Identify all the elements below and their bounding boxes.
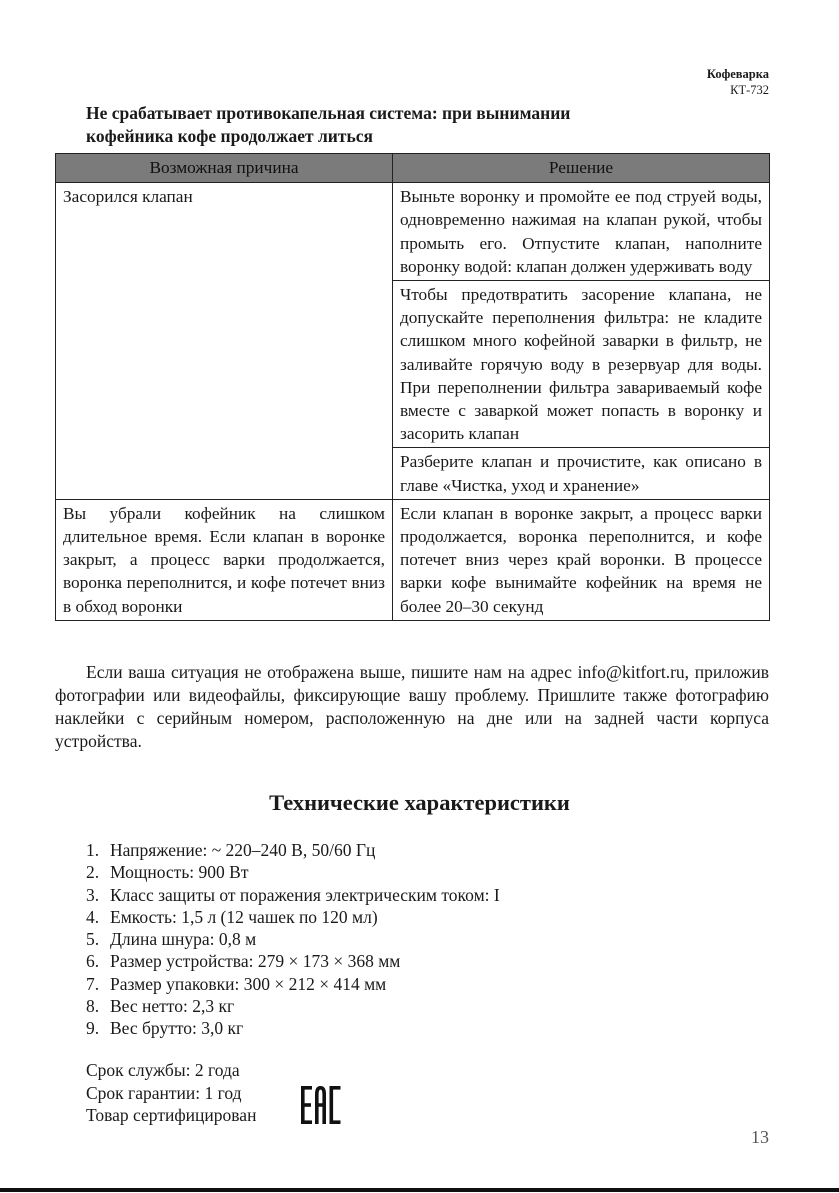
item-text: Емкость: 1,5 л (12 чашек по 120 мл): [110, 906, 378, 927]
item-number: 5.: [86, 929, 100, 950]
item-number: 2.: [86, 862, 100, 883]
list-item: [86, 950, 500, 972]
specifications-heading: Технические характеристики: [269, 790, 570, 815]
solution-cell: Выньте воронку и промойте ее под струей воды, одновременно нажимая на клапан рукой, чтобы промыть его. Отпустите клапан, наполните воронку водой: клапан должен удерживать воду: [393, 183, 770, 281]
item-number: 4.: [86, 906, 100, 927]
item-text: Размер устройства: 279 × 173 × 368 мм: [110, 951, 401, 972]
list-item: [86, 1017, 500, 1039]
table-row: [56, 183, 770, 281]
product-name: Кофеварка: [706, 67, 769, 81]
item-number: 8.: [86, 996, 100, 1017]
item-number: 1.: [86, 840, 100, 860]
item-text: Вес нетто: 2,3 кг: [110, 996, 235, 1017]
item-number: 9.: [86, 1018, 100, 1039]
table-header-row: [56, 154, 770, 183]
issue-title-line: Не срабатывает противокапельная система: при вынимании: [86, 103, 571, 123]
warranty-period: Срок гарантии: 1 год: [86, 1082, 242, 1103]
cause-cell: Вы убрали кофейник на слишком длительное время. Если клапан в воронке закрыт, а процесс варки продолжается, воронка переполнится, и кофе потечет вниз в обход воронки: [56, 499, 393, 620]
running-head: [707, 66, 769, 98]
issue-title: [86, 102, 706, 148]
list-item: [86, 928, 500, 950]
list-item: [86, 861, 500, 883]
item-text: Класс защиты от поражения электрическим током: I: [110, 884, 500, 905]
item-number: 3.: [86, 884, 100, 905]
table-row: [56, 499, 770, 620]
list-item: [86, 839, 500, 861]
issue-title-line: кофейника кофе продолжает литься: [86, 126, 373, 146]
column-header-cause: Возможная причина: [56, 154, 393, 183]
item-text: Длина шнура: 0,8 м: [110, 929, 257, 950]
list-item: [86, 884, 500, 906]
eac-certification-icon: [301, 1086, 343, 1124]
certification-note: Товар сертифицирован: [86, 1105, 257, 1125]
solution-cell: Разберите клапан и прочистите, как описано в главе «Чистка, уход и хранение»: [393, 448, 770, 499]
list-item: [86, 906, 500, 928]
item-number: 7.: [86, 973, 100, 994]
bottom-rule: [0, 1188, 839, 1192]
item-text: Размер упаковки: 300 × 212 × 414 мм: [110, 973, 387, 994]
solution-cell: Чтобы предотвратить засорение клапана, не допускайте переполнения фильтра: не кладите слишком много кофейной заварки в фильтр, не заливайте горячую воду в резервуар для воды. При переполнении фильтра завариваемый кофе вместе с заваркой может попасть в воронку и засорить клапан: [393, 281, 770, 448]
item-text: Напряжение: ~ 220–240 В, 50/60 Гц: [110, 840, 376, 860]
item-text: Вес брутто: 3,0 кг: [110, 1018, 244, 1039]
service-life: Срок службы: 2 года: [86, 1060, 240, 1080]
list-item: [86, 973, 500, 995]
item-number: 6.: [86, 951, 100, 972]
model-number: КТ-732: [730, 83, 769, 97]
specifications-list: [86, 839, 500, 1040]
contact-note: Если ваша ситуация не отображена выше, пишите нам на адрес info@kitfort.ru, приложив фотографии или видеофайлы, фиксирующие вашу проблему. Пришлите также фотографию наклейки с серийным номером, расположенную на дне или на задней части корпуса устройства.: [55, 662, 769, 751]
item-text: Мощность: 900 Вт: [110, 862, 249, 883]
list-item: [86, 995, 500, 1017]
page-number: 13: [751, 1127, 769, 1147]
column-header-solution: Решение: [393, 154, 770, 183]
solution-cell: Если клапан в воронке закрыт, а процесс варки продолжается, воронка переполнится, и кофе потечет вниз через край воронки. В процессе варки кофе вынимайте кофейник на время не более 20–30 секунд: [393, 499, 770, 620]
service-info: [86, 1059, 256, 1127]
cause-cell: Засорился клапан: [56, 183, 393, 500]
troubleshooting-table: [55, 153, 770, 621]
